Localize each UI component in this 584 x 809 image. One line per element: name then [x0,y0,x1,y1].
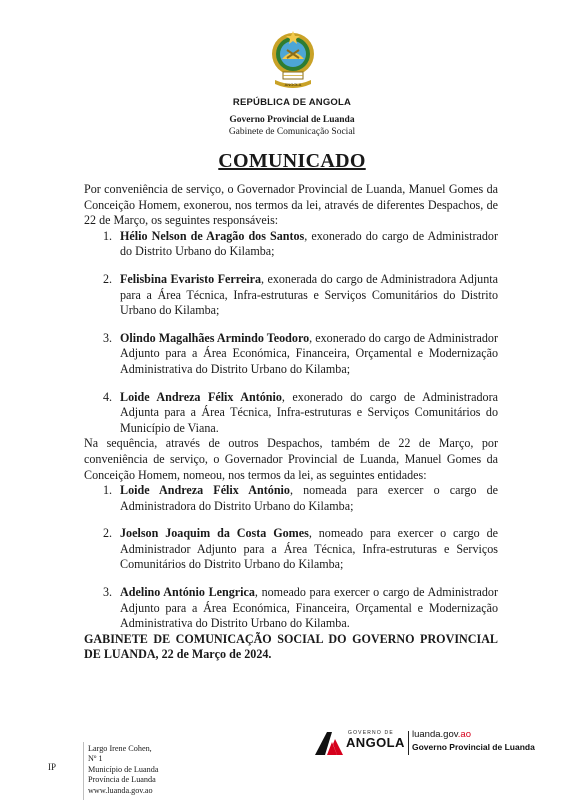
person-name: Joelson Joaquim da Costa Gomes [120,526,309,541]
logo-divider [408,731,409,755]
address-line: Nº 1 [88,754,103,764]
item-number: 2. [103,271,113,286]
republic-heading: REPÚBLICA DE ANGOLA [232,97,352,108]
item-text: , exonerado do cargo de Administrador do Distrito Urbano do Kilamba; [120,228,498,259]
intro-paragraph: Por conveniência de serviço, o Governador Provincial de Luanda, Manuel Gomes da Conceição Homem, exonerou, nos termos da lei, através de diferentes Despachos, de 22 de Março, os seguintes responsáveis: [84,182,498,228]
list-item [84,483,498,514]
item-text: , nomeado para exercer o cargo de Administrador Adjunto para a Área Técnica, Infra-estruturas e Serviços Comunitários do Distrito Urbano do Kilamba; [120,526,498,572]
item-text: , nomeada para exercer o cargo de Administradora do Distrito Urbano do Kilamba; [120,483,498,513]
address-line: Município de Luanda [88,764,159,774]
item-text: , nomeado para exercer o cargo de Administrador Adjunto para a Área Económica, Financeira, Orçamental e Modernização Administrativa do Distrito Urbano do Kilamba. [120,585,498,631]
logo-website [412,729,471,740]
person-name: Adelino António Lengrica [120,585,255,600]
site-prefix: luanda.gov [412,729,458,740]
item-number: 3. [103,585,113,600]
address-line: Província de Luanda [88,775,156,785]
footer-ip-label: IP [48,762,57,772]
exoneration-list [84,229,498,437]
item-number: 1. [103,483,113,498]
list-item [84,229,498,260]
person-name: Hélio Nelson de Aragão dos Santos [120,228,305,243]
angola-coat-of-arms-icon [270,28,316,94]
item-number: 4. [103,389,113,404]
list-item [84,526,498,573]
item-text: , exonerado do cargo de Administrador Adjunto para a Área Económica, Financeira, Orçamental e Modernização Administrativa do Distrito Urbano do Kilamba; [120,330,498,376]
crest-label: ANGOLA [284,82,302,87]
item-number: 2. [103,526,113,541]
office-name: Gabinete de Comunicação Social [228,127,356,137]
item-text: , exonerada do cargo de Administradora Adjunta para a Área Técnica, Infra-estruturas e Serviços Comunitários do Distrito Urbano do Kilamba; [120,271,499,318]
person-name: Loide Andreza Félix António [120,389,282,404]
list-item [84,390,498,437]
item-number: 1. [103,228,113,243]
footer-address [88,744,159,796]
person-name: Olindo Magalhães Armindo Teodoro [120,330,310,345]
angola-a-mark-icon [313,730,347,756]
address-line: Largo Irene Cohen, [88,744,152,753]
closing-signature: GABINETE DE COMUNICAÇÃO SOCIAL DO GOVERNO PROVINCIAL DE LUANDA, 22 de Março de 2024. [84,631,498,662]
list-item [84,331,498,378]
page-title: COMUNICADO [218,150,366,172]
footer-divider [83,742,84,800]
sequence-paragraph: Na sequência, através de outros Despachos, também de 22 de Março, por conveniência de serviço, o Governador Provincial de Luanda, Manuel Gomes da Conceição Homem, nomeou, nos termos da lei, as seguintes entidades: [84,436,498,482]
governo-de-angola-logo [313,728,535,758]
logo-angola: ANGOLA [346,735,405,750]
person-name: Loide Andreza Félix António [120,483,290,498]
address-website: www.luanda.gov.ao [88,785,153,795]
item-number: 3. [103,330,113,345]
list-item [84,272,498,319]
appointment-list [84,483,498,632]
person-name: Felisbina Evaristo Ferreira [120,271,261,286]
logo-caption: Governo Provincial de Luanda [412,742,535,752]
item-text: , exonerado do cargo de Administradora Adjunta para a Área Técnica, Infra-estruturas e Serviços Comunitários do Município de Viana. [120,389,498,435]
logo-governo-de: GOVERNO DE [348,730,394,736]
list-item [84,585,498,632]
government-name: Governo Provincial de Luanda [229,115,355,125]
document-body [84,182,498,663]
site-suffix: .ao [457,729,471,740]
